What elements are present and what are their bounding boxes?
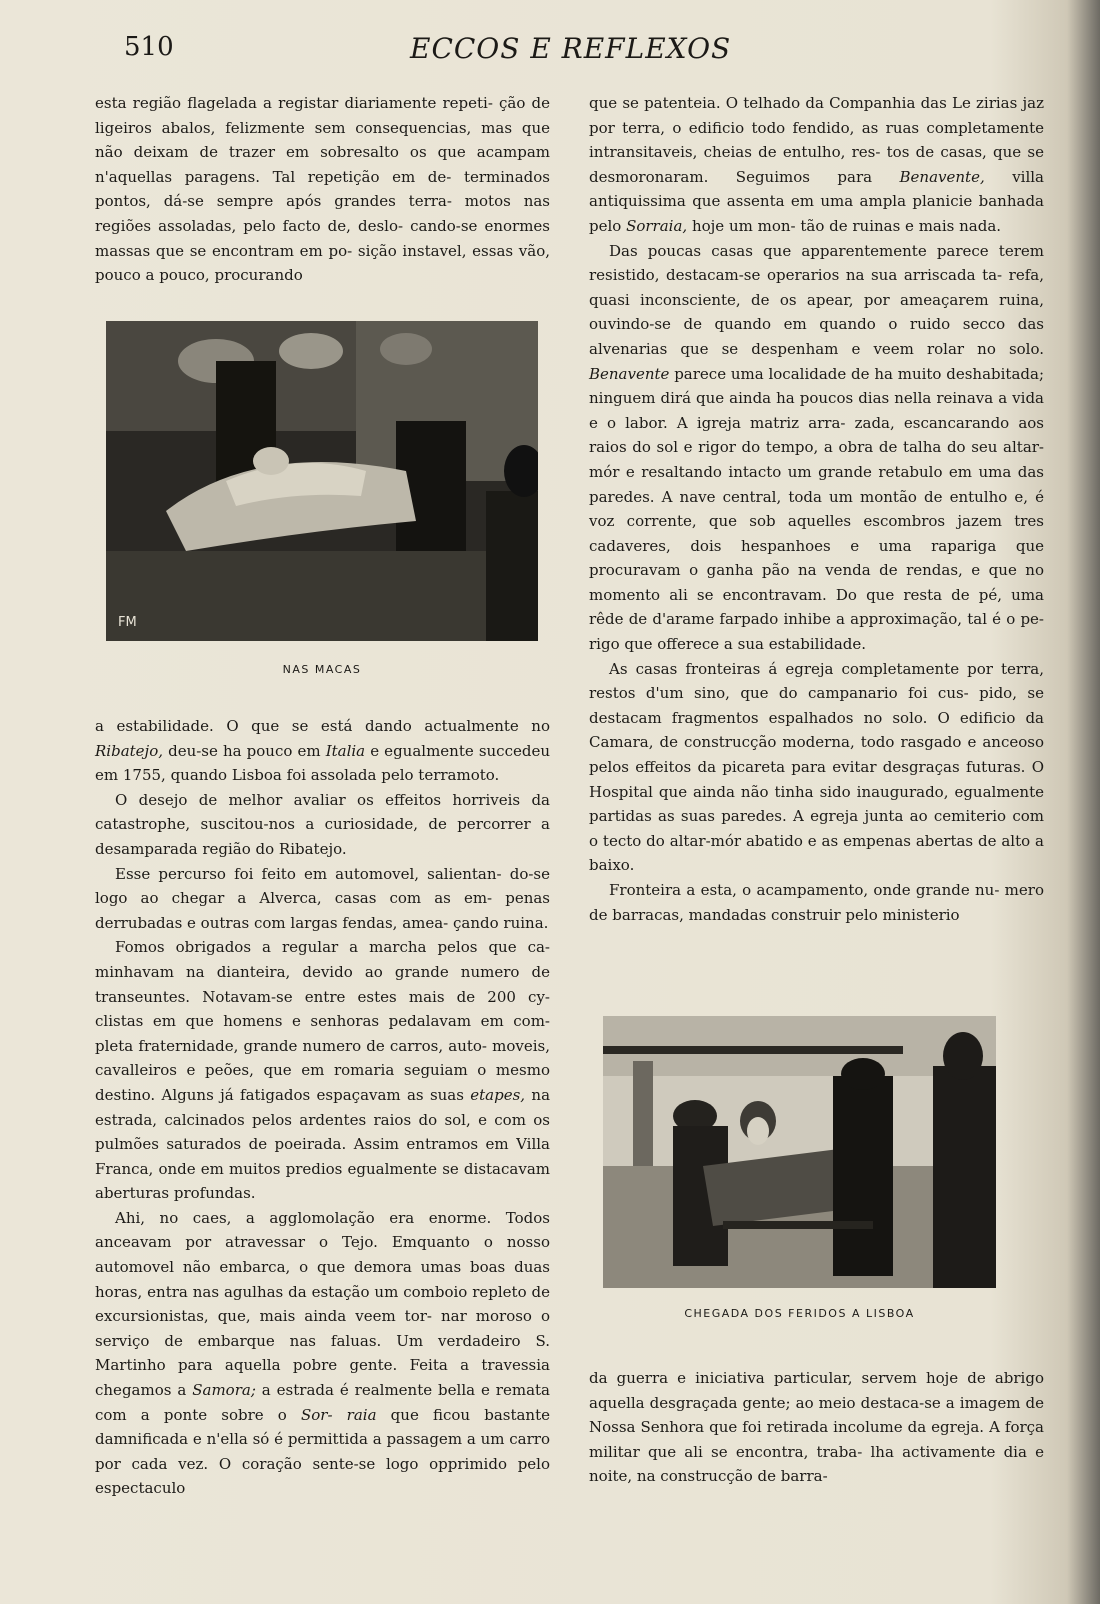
running-title: ECCOS E REFLEXOS: [410, 32, 732, 65]
left-paragraph-4: Esse percurso foi feito em automovel, salientan- do-se logo ao chegar a Alverca, casas com as em- penas derrubadas e outras com largas fendas, amea- çando ruina.: [95, 864, 550, 932]
right-paragraph-3: As casas fronteiras á egreja completamente por terra, restos d'um sino, que do campanario foi cus- pido, se destacam fragmentos espalhados no solo. O edificio da Camara, de construcção moderna, todo rasgado e anceoso pelos effeitos da picareta para evitar desgraças futuras. O Hospital que ainda não tinha sido inaugurado, egualmente partidas as suas paredes. A egreja junta ao cemiterio com o tecto do altar-mór abatido e as empenas abertas de alto a baixo.: [589, 659, 1044, 875]
text-run: parece uma localidade de ha muito deshabitada; ninguem dirá que ainda ha poucos dias nella reinava a vida e o labor. A igreja matriz arra- zada, escancarando aos raios do sol e rigor do tempo, a obra de talha do seu altar-mór e resaltando intacto um grande retabulo em uma das paredes. A nave central, toda um montão de entulho e, é voz corrente, que sob aquelles escombros jazem tres cadaveres, dois hespanhoes e uma rapariga que procuravam o ganha pão na venda de rendas, e que no momento ali se encontravam. Do que resta de pé, uma rêde de d'arame farpado inhibe a approximação, tal é o pe- rigo que offerece a sua estabilidade.: [589, 364, 1044, 654]
right-paragraph-4: Fronteira a esta, o acampamento, onde grande nu- mero de barracas, mandadas construir pelo ministerio: [589, 881, 1044, 924]
caption-chegada-feridos: CHEGADA DOS FERIDOS A LISBOA: [684, 1307, 915, 1320]
photo-wounded-arrival: [603, 1016, 996, 1288]
right-column-top: [589, 91, 1044, 927]
right-column-bottom: [589, 1366, 1044, 1489]
text-run: e egualmente succedeu em 1755, quando Lisboa foi assolada pelo terramoto.: [95, 741, 551, 785]
italic-run: etapes,: [470, 1085, 526, 1104]
photo-nas-macas: [106, 321, 538, 641]
text-run: Ahi, no caes, a agglomolação era enorme. Todos anceavam por atravessar o Tejo. Emquanto o nosso automovel não embarca, o que demora umas boas duas horas, entra nas agulhas da estação um comboio repleto de excursionistas, que, mais ainda veem tor- nar moroso o serviço de embarque nas faluas. Um verdadeiro S. Martinho para aquella pobre gente. Feita a travessia chegamos a: [95, 1208, 550, 1400]
left-paragraph-5: [95, 935, 550, 1206]
left-column-bottom: [95, 714, 550, 1501]
left-column-top: [95, 91, 550, 288]
right-paragraph-2: [589, 239, 1044, 657]
italic-run: Sorraia,: [626, 216, 688, 235]
text-run: a estrada é realmente bella e remata com a ponte sobre o: [95, 1381, 550, 1424]
left-paragraph-2: [95, 714, 550, 788]
text-run: a estabilidade. O que se está dando actualmente no: [95, 717, 550, 735]
text-run: que ficou bastante damnificada e n'ella só é permittida a passagem a um carro por cada vez. O coração sente-se logo opprimido pelo espectaculo: [95, 1405, 551, 1498]
text-run: Das poucas casas que apparentemente parece terem resistido, destacam-se operarios na sua arriscada ta- refa, quasi inconsciente, de os apear, por ameaçarem ruina, ouvindo-se de quando em quando o ruido secco das alvenarias que se despenham e veem rolar no solo.: [589, 241, 1044, 358]
italic-run: Ribatejo,: [95, 741, 163, 760]
text-run: que se patenteia. O telhado da Companhia das Le zirias jaz por terra, o edificio todo fendido, as ruas completamente intransitaveis, cheias de entulho, res- tos de casas, que se desmoronaram. Seguimos para: [589, 94, 1044, 186]
left-paragraph-6: [95, 1206, 550, 1501]
text-run: na estrada, calcinados pelos ardentes raios do sol, e com os pulmões saturados de poeirada. Assim entramos em Villa Franca, onde em muitos predios egualmente se distacavam aberturas profundas.: [95, 1085, 551, 1203]
photographer-signature: FM: [118, 615, 137, 630]
text-run: Fomos obrigados a regular a marcha pelos que ca- minhavam na dianteira, devido ao grande numero de transeuntes. Notavam-se entre estes mais de 200 cy- clistas em que homens e senhoras pedalavam em com- pleta fraternidade, grande numero de carros, auto- moveis, cavalleiros e peões, que em romaria seguiam o mesmo destino. Alguns já fatigados espaçavam as suas: [95, 938, 550, 1104]
italic-run: Benavente: [589, 364, 670, 383]
right-paragraph-5: da guerra e iniciativa particular, servem hoje de abrigo aquella desgraçada gente; ao meio destaca-se a imagem de Nossa Senhora que foi retirada incolume da egreja. A força militar que ali se encontra, traba- lha activamente dia e noite, na construcção de barra-: [589, 1369, 1044, 1486]
caption-nas-macas: NAS MACAS: [282, 663, 362, 676]
text-run: deu-se ha pouco em: [163, 741, 326, 760]
page-number: 510: [124, 32, 174, 62]
left-paragraph-3: O desejo de melhor avaliar os effeitos horriveis da catastrophe, suscitou-nos a curiosidade, de percorrer a desamparada região do Ribatejo.: [95, 790, 550, 858]
text-run: hoje um mon- tão de ruinas e mais nada.: [687, 216, 1002, 235]
italic-run: Benavente,: [899, 167, 985, 186]
italic-run: Sor- raia: [300, 1405, 377, 1424]
photo-chegada-feridos: [603, 1016, 996, 1288]
right-paragraph-1: [589, 91, 1044, 239]
text-run: villa antiquissima que assenta em uma ampla planicie banhada pelo: [589, 167, 1044, 235]
photo-stretcher-scene: [106, 321, 538, 641]
left-paragraph-1: esta região flagelada a registar diariamente repeti- ção de ligeiros abalos, felizmente sem consequencias, mas que não deixam de trazer em sobresalto os que acampam n'aquellas paragens. Tal repetição em de- terminados pontos, dá-se sempre após grandes terra- motos nas regiões assoladas, pelo facto de, deslo- cando-se enormes massas que se encontram em po- sição instavel, essas vão, pouco a pouco, procurando: [95, 94, 550, 285]
page-header: [0, 30, 1100, 70]
italic-run: Samora;: [192, 1381, 256, 1400]
italic-run: Italia: [325, 741, 366, 760]
